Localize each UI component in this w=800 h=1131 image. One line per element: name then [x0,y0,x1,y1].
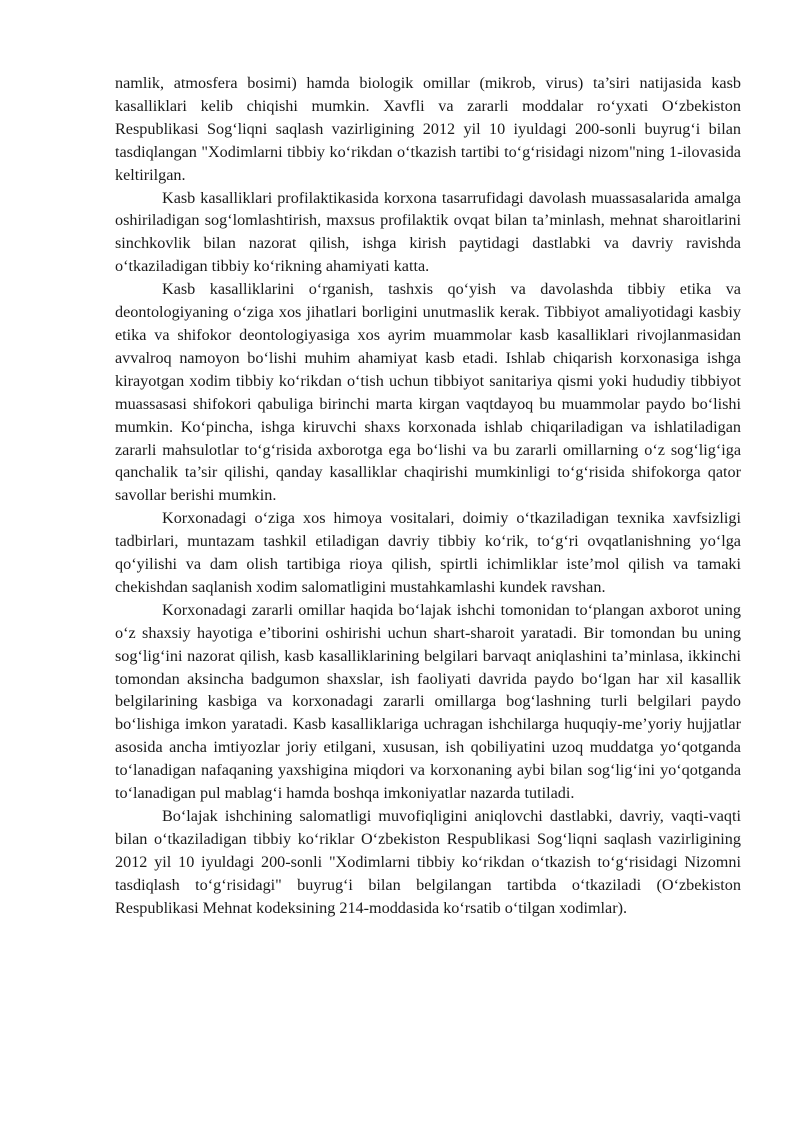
paragraph-2: Kasb kasalliklari profilaktikasida korxona tasarrufidagi davolash muassasalarida amalga oshiriladigan sog‘lomlashtirish, maxsus profilaktik ovqat bilan ta’minlash, mehnat sharoitlarini sinchkovlik bilan nazorat qilish, ishga kirish paytidagi dastlabki va davriy ravishda o‘tkaziladigan tibbiy ko‘rikning ahamiyati katta. [115,188,741,276]
paragraph-6: Bo‘lajak ishchining salomatligi muvofiqligini aniqlovchi dastlabki, davriy, vaqti-vaqti bilan o‘tkaziladigan tibbiy ko‘riklar O‘zbekiston Respublikasi Sog‘liqni saqlash vazirligining 2012 yil 10 iyuldagi 200-sonli "Xodimlarni tibbiy ko‘rikdan o‘tkazish to‘g‘risidagi Nizomni tasdiqlash to‘g‘risidagi" buyrug‘i bilan belgilangan tartibda o‘tkaziladi (O‘zbekiston Respublikasi Mehnat kodeksining 214-moddasida ko‘rsatib o‘tilgan xodimlar). [115,807,741,917]
document-page [115,72,741,920]
paragraph-5: Korxonadagi zararli omillar haqida bo‘lajak ishchi tomonidan to‘plangan axborot uning o‘z shaxsiy hayotiga e’tiborini oshirishi uchun shart-sharoit yaratadi. Bir tomondan bu uning sog‘lig‘ini nazorat qilish, kasb kasalliklarining belgilari barvaqt aniqlashini ta’minlasa, ikkinchi tomondan aksincha badgumon shaxslar, ish faoliyati davrida paydo bo‘lgan har xil kasallik belgilarining kasbiga va korxonadagi zararli omillarga bog‘lashning turli belgilari paydo bo‘lishiga imkon yaratadi. Kasb kasalliklariga uchragan ishchilarga huquqiy-me’yoriy hujjatlar asosida ancha imtiyozlar joriy etilgani, xususan, ish qobiliyatini uzoq muddatga yo‘qotganda to‘lanadigan nafaqaning yaxshigina miqdori va korxonaning aybi bilan sog‘lig‘ini yo‘qotganda to‘lanadigan pul mablag‘i hamda boshqa imkoniyatlar nazarda tutiladi. [115,600,741,803]
paragraph-4: Korxonadagi o‘ziga xos himoya vositalari, doimiy o‘tkaziladigan texnika xavfsizligi tadbirlari, muntazam tashkil etiladigan davriy tibbiy ko‘rik, to‘g‘ri ovqatlanishning yo‘lga qo‘yilishi va dam olish tartibiga rioya qilish, spirtli ichimliklar iste’mol qilish va tamaki chekishdan saqlanish xodim salomatligini mustahkamlashi kundek ravshan. [115,509,741,596]
paragraph-3: Kasb kasalliklarini o‘rganish, tashxis qo‘yish va davolashda tibbiy etika va deontologiyaning o‘ziga xos jihatlari borligini unutmaslik kerak. Tibbiyot amaliyotidagi kasbiy etika va shifokor deontologiyasiga xos ayrim muammolar kasb kasalliklari rivojlanmasidan avvalroq namoyon bo‘lishi muhim ahamiyat kasb etadi. Ishlab chiqarish korxonasiga ishga kirayotgan xodim tibbiy ko‘rikdan o‘tish uchun tibbiyot sanitariya qismi yoki hududiy tibbiyot muassasasi shifokori qabuliga birinchi marta kirgan vaqtdayoq bu muammolar paydo bo‘lishi mumkin. Ko‘pincha, ishga kiruvchi shaxs korxonada ishlab chiqariladigan va ishlatiladigan zararli mahsulotlar to‘g‘risida axborotga ega bo‘lishi va bu zararli omillarning o‘z sog‘lig‘iga qanchalik ta’sir qilishi, qanday kasalliklar chaqirishi mumkinligi to‘g‘risida shifokorga qator savollar berishi mumkin. [115,280,741,505]
paragraph-1: namlik, atmosfera bosimi) hamda biologik omillar (mikrob, virus) ta’siri natijasida kasb kasalliklari kelib chiqishi mumkin. Xavfli va zararli moddalar ro‘yxati O‘zbekiston Respublikasi Sog‘liqni saqlash vazirligining 2012 yil 10 iyuldagi 200-sonli buyrug‘i bilan tasdiqlangan "Xodimlarni tibbiy ko‘rikdan o‘tkazish tartibi to‘g‘risidagi nizom"ning 1-ilovasida keltirilgan. [115,74,741,184]
